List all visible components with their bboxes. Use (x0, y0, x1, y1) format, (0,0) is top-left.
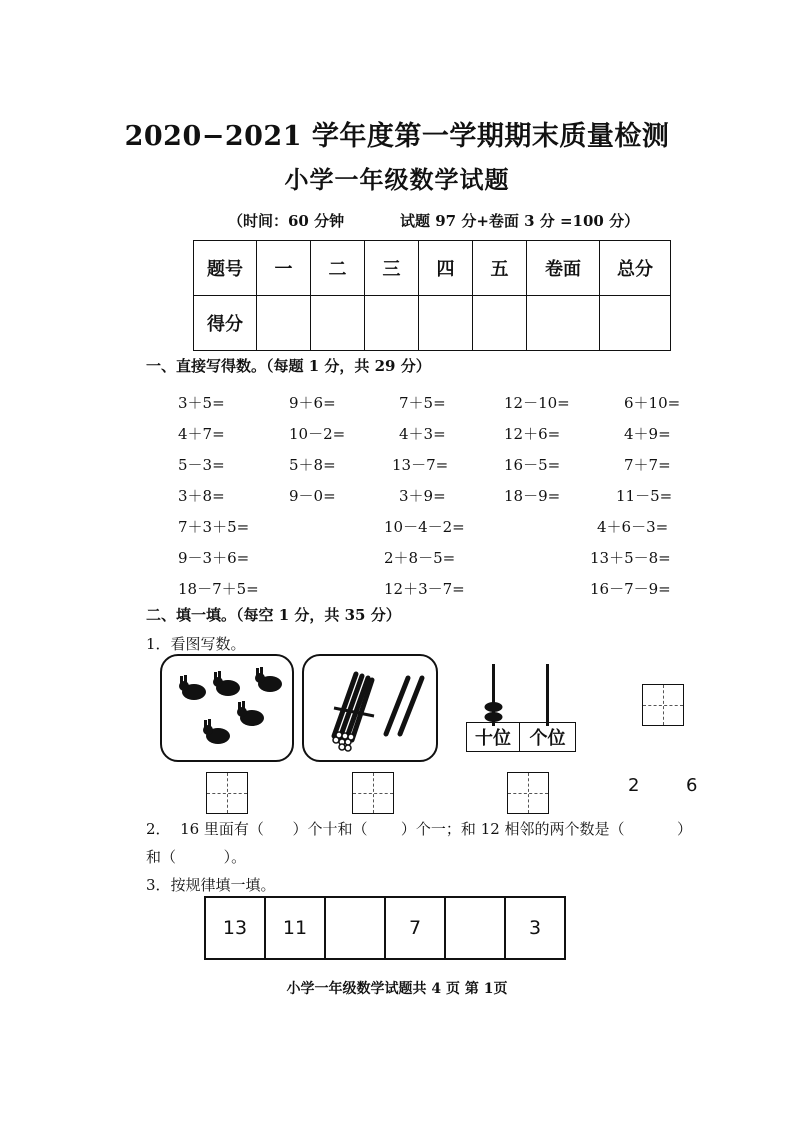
equation: 13＋5－8= (590, 549, 671, 567)
exam-title: 2020−2021 学年度第一学期期末质量检测 (124, 121, 670, 152)
score-cell[interactable] (527, 296, 600, 351)
sequence-cell: 7 (385, 897, 445, 959)
sequence-cell: 13 (205, 897, 265, 959)
question-2-line1: 2． 16 里面有（ ）个十和（ ）个一；和 12 相邻的两个数是（ ） (146, 820, 692, 838)
equation: 7＋5= (399, 394, 446, 412)
score-cell[interactable] (419, 296, 473, 351)
equation: 3＋5= (178, 394, 225, 412)
answer-grid[interactable] (642, 684, 684, 726)
answer-grid[interactable] (206, 772, 248, 814)
equation: 2＋8－5= (384, 549, 456, 567)
equation: 18－7＋5= (178, 580, 259, 598)
exam-time: （时间：60 分钟 (228, 212, 345, 230)
sticks-bundle-illustration (304, 656, 436, 760)
equation: 5－3= (178, 456, 225, 474)
abacus-ones-label: 个位 (520, 722, 576, 752)
equation: 4＋9= (624, 425, 671, 443)
equation: 6＋10= (624, 394, 681, 412)
rabbit-icon (213, 671, 240, 696)
score-table-score-row (194, 296, 671, 351)
equation: 16－7－9= (590, 580, 671, 598)
equation: 9－3＋6= (178, 549, 250, 567)
score-table-header-row (194, 241, 671, 296)
score-col-neatness: 卷面 (527, 241, 600, 296)
answer-grid[interactable] (507, 772, 549, 814)
equation: 4＋7= (178, 425, 225, 443)
score-col-3: 三 (365, 241, 419, 296)
equation: 9＋6= (289, 394, 336, 412)
section1-title: 一、直接写得数。（每题 1 分，共 29 分） (146, 357, 431, 375)
picture-digit: 6 (686, 775, 698, 796)
rabbit-icon (203, 719, 230, 744)
rabbit-icon (237, 701, 264, 726)
equation: 10－2= (289, 425, 346, 443)
equation: 7＋7= (624, 456, 671, 474)
equation: 9－0= (289, 487, 336, 505)
score-col-5: 五 (473, 241, 527, 296)
picture-box-sticks (302, 654, 438, 762)
score-cell[interactable] (600, 296, 671, 351)
page-footer: 小学一年级数学试题共 4 页 第 1页 (286, 981, 508, 997)
equation: 4＋6－3= (597, 518, 669, 536)
equation: 3＋9= (399, 487, 446, 505)
rabbit-icon (179, 675, 206, 700)
equation: 12＋3－7= (384, 580, 465, 598)
section2-title: 二、填一填。（每空 1 分，共 35 分） (146, 606, 401, 624)
question-2-line2: 和（ ）。 (146, 848, 247, 866)
picture-box-animals (160, 654, 294, 762)
score-col-4: 四 (419, 241, 473, 296)
answer-grid[interactable] (352, 772, 394, 814)
score-cell[interactable] (311, 296, 365, 351)
rabbit-icon (255, 667, 282, 692)
abacus-tens-label: 十位 (466, 722, 520, 752)
equation: 12＋6= (504, 425, 561, 443)
sequence-cell: 11 (265, 897, 325, 959)
equation: 16－5= (504, 456, 561, 474)
score-col-2: 二 (311, 241, 365, 296)
sequence-table (204, 896, 566, 960)
score-cell[interactable] (257, 296, 311, 351)
picture-digit: 2 (628, 775, 640, 796)
exam-score-info: 试题 97 分+卷面 3 分 =100 分） (400, 212, 640, 230)
abacus-icon (470, 660, 580, 726)
equation: 18－9= (504, 487, 561, 505)
equation: 4＋3= (399, 425, 446, 443)
score-cell[interactable] (473, 296, 527, 351)
score-row-label: 得分 (194, 296, 257, 351)
equation: 10－4－2= (384, 518, 465, 536)
equation: 13－7= (392, 456, 449, 474)
score-col-1: 一 (257, 241, 311, 296)
sequence-cell-blank[interactable] (445, 897, 505, 959)
score-col-label: 题号 (194, 241, 257, 296)
rabbits-illustration (162, 656, 292, 760)
sequence-cell-blank[interactable] (325, 897, 385, 959)
equation: 5＋8= (289, 456, 336, 474)
equation: 12－10= (504, 394, 570, 412)
equation: 3＋8= (178, 487, 225, 505)
sequence-cell: 3 (505, 897, 565, 959)
score-table (193, 240, 671, 351)
exam-subtitle: 小学一年级数学试题 (284, 165, 510, 194)
score-cell[interactable] (365, 296, 419, 351)
score-col-total: 总分 (600, 241, 671, 296)
equation: 11－5= (616, 487, 673, 505)
question-1: 1．看图写数。 (146, 635, 246, 653)
equation: 7＋3＋5= (178, 518, 250, 536)
question-3: 3．按规律填一填。 (146, 876, 276, 894)
